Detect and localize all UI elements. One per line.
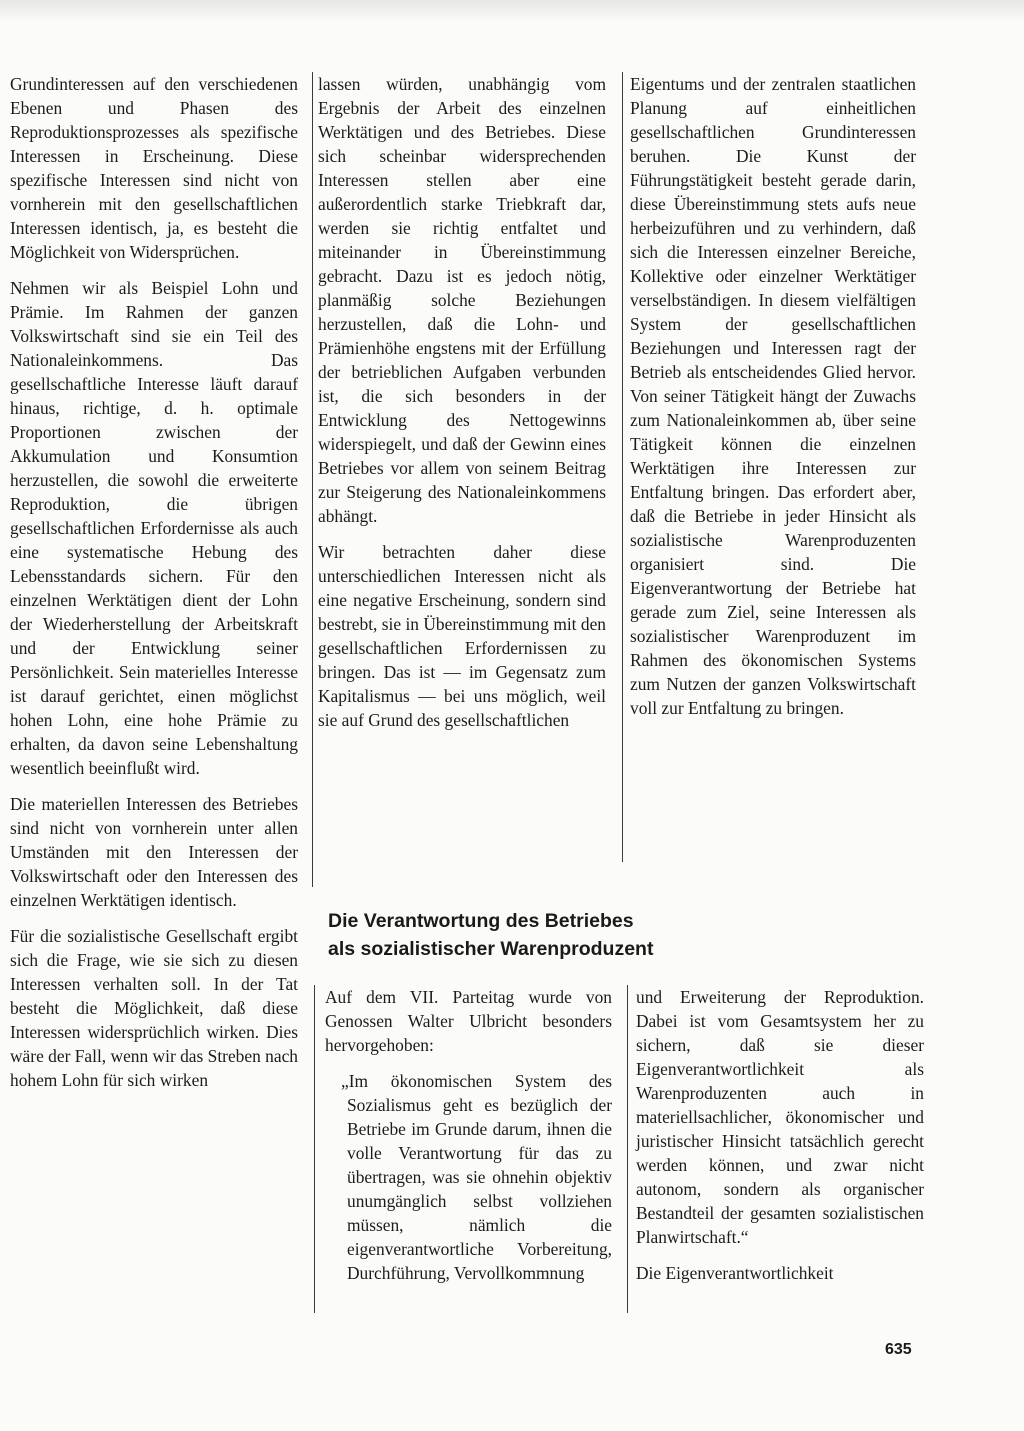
scan-edge bbox=[0, 0, 1024, 22]
section-heading-line-1: Die Verantwortung des Betriebes bbox=[328, 910, 634, 932]
quote-continuation: und Erweiterung der Reproduktion. Dabei ist vom Gesamtsystem her zu sichern, daß sie dieser Eigenverantwortlichkeit als Warenproduzenten auch in materiellsachlicher, ökonomischer und juristischer Hinsicht tatsächlich gerecht werden können, und zwar nicht autonom, sondern als organischer Bestandteil der gesamten sozialistischen Planwirtschaft.“ bbox=[636, 987, 924, 1247]
text-column-3 bbox=[630, 72, 916, 720]
column-divider bbox=[622, 72, 623, 862]
text-column-5 bbox=[636, 985, 924, 1285]
paragraph: Die materiellen Interessen des Betriebes sind nicht von vornherein unter allen Umständen mit den Interessen der Volkswirtschaft oder den Interessen des einzelnen Werktätigen identisch. bbox=[10, 794, 298, 910]
paragraph: Grundinteressen auf den verschiedenen Ebenen und Phasen des Reproduktionsprozesses als spezifische Interessen in Erscheinung. Diese spezifische Interessen sind nicht von vornherein mit den gesellschaftlichen Interessen identisch, ja, es besteht die Möglichkeit von Widersprüchen. bbox=[10, 74, 298, 262]
column-divider bbox=[314, 985, 315, 1313]
quote-block: „Im ökonomischen System des Sozialismus geht es bezüglich der Betriebe im Grunde darum, ihnen die volle Verantwortung für das zu übertragen, was sie ohnehin objektiv unumgänglich selbst vollziehen müssen, nämlich die eigenverantwortliche Vorbereitung, Durchführung, Vervollkommnung bbox=[341, 1071, 612, 1283]
section-heading bbox=[328, 907, 928, 963]
paragraph: Wir betrachten daher diese unterschiedlichen Interessen nicht als eine negative Erscheinung, sondern sind bestrebt, sie in Übereinstimmung mit den gesellschaftlichen Erfordernissen zu bringen. Das ist — im Gegensatz zum Kapitalismus — bei uns möglich, weil sie auf Grund des gesellschaftlichen bbox=[318, 542, 606, 730]
text-column-2 bbox=[318, 72, 606, 732]
paragraph: Die Eigenverantwortlichkeit bbox=[636, 1263, 834, 1283]
paragraph: Für die sozialistische Gesellschaft ergibt sich die Frage, wie sie sich zu diesen Interessen verhalten soll. In der Tat besteht die Möglichkeit, daß diese Interessen widersprüchlich wirken. Dies wäre der Fall, wenn wir das Streben nach hohem Lohn für sich wirken bbox=[10, 926, 298, 1090]
column-divider bbox=[312, 72, 313, 887]
text-column-1 bbox=[10, 72, 298, 1092]
column-divider bbox=[627, 985, 628, 1313]
paragraph: Nehmen wir als Beispiel Lohn und Prämie. Im Rahmen der ganzen Volkswirtschaft sind sie ein Teil des Nationaleinkommens. Das gesellschaftliche Interesse läuft darauf hinaus, richtige, d. h. optimale Proportionen zwischen der Akkumulation und Konsumtion herzustellen, die sowohl die erweiterte Reproduktion, die übrigen gesellschaftlichen Erfordernisse als auch eine systematische Hebung des Lebensstandards sichern. Für den einzelnen Werktätigen dient der Lohn der Wiederherstellung der Arbeitskraft und der Entwicklung seiner Persönlichkeit. Sein materielles Interesse ist darauf gerichtet, einen möglichst hohen Lohn, eine hohe Prämie zu erhalten, da davon seine Lebenshaltung wesentlich beeinflußt wird. bbox=[10, 278, 298, 778]
paragraph: Auf dem VII. Parteitag wurde von Genossen Walter Ulbricht besonders hervorgehoben: bbox=[325, 987, 612, 1055]
page-number: 635 bbox=[885, 1341, 912, 1358]
section-heading-line-2: als sozialistischer Warenproduzent bbox=[328, 938, 654, 960]
paragraph: lassen würden, unabhängig vom Ergebnis der Arbeit des einzelnen Werktätigen und des Betriebes. Diese sich scheinbar widersprechenden Interessen stellen aber eine außerordentlich starke Triebkraft dar, werden sie richtig entfaltet und miteinander in Übereinstimmung gebracht. Dazu ist es jedoch nötig, planmäßig solche Beziehungen herzustellen, daß die Lohn- und Prämienhöhe engstens mit der Erfüllung der betrieblichen Aufgaben verbunden ist, die sich besonders in der Entwicklung des Nettogewinns widerspiegelt, und daß der Gewinn eines Betriebes vor allem von seinem Beitrag zur Steigerung des Nationaleinkommens abhängt. bbox=[318, 74, 606, 526]
text-column-4 bbox=[325, 985, 612, 1285]
paragraph: Eigentums und der zentralen staatlichen Planung auf einheitlichen gesellschaftlichen Grundinteressen beruhen. Die Kunst der Führungstätigkeit besteht gerade darin, diese Übereinstimmung stets aufs neue herbeizuführen und zu verhindern, daß sich die Interessen einzelner Bereiche, Kollektive oder einzelner Werktätiger verselbständigen. In diesem vielfältigen System der gesellschaftlichen Beziehungen und Interessen ragt der Betrieb als entscheidendes Glied hervor. Von seiner Tätigkeit hängt der Zuwachs zum Nationaleinkommen ab, über seine Tätigkeit können die einzelnen Werktätigen ihre Interessen zur Entfaltung bringen. Das erfordert aber, daß die Betriebe in jeder Hinsicht als sozialistische Warenproduzenten organisiert sind. Die Eigenverantwortung der Betriebe hat gerade zum Ziel, seine Interessen als sozialistischer Warenproduzent im Rahmen des ökonomischen Systems zum Nutzen der ganzen Volkswirtschaft voll zur Entfaltung zu bringen. bbox=[630, 74, 916, 718]
